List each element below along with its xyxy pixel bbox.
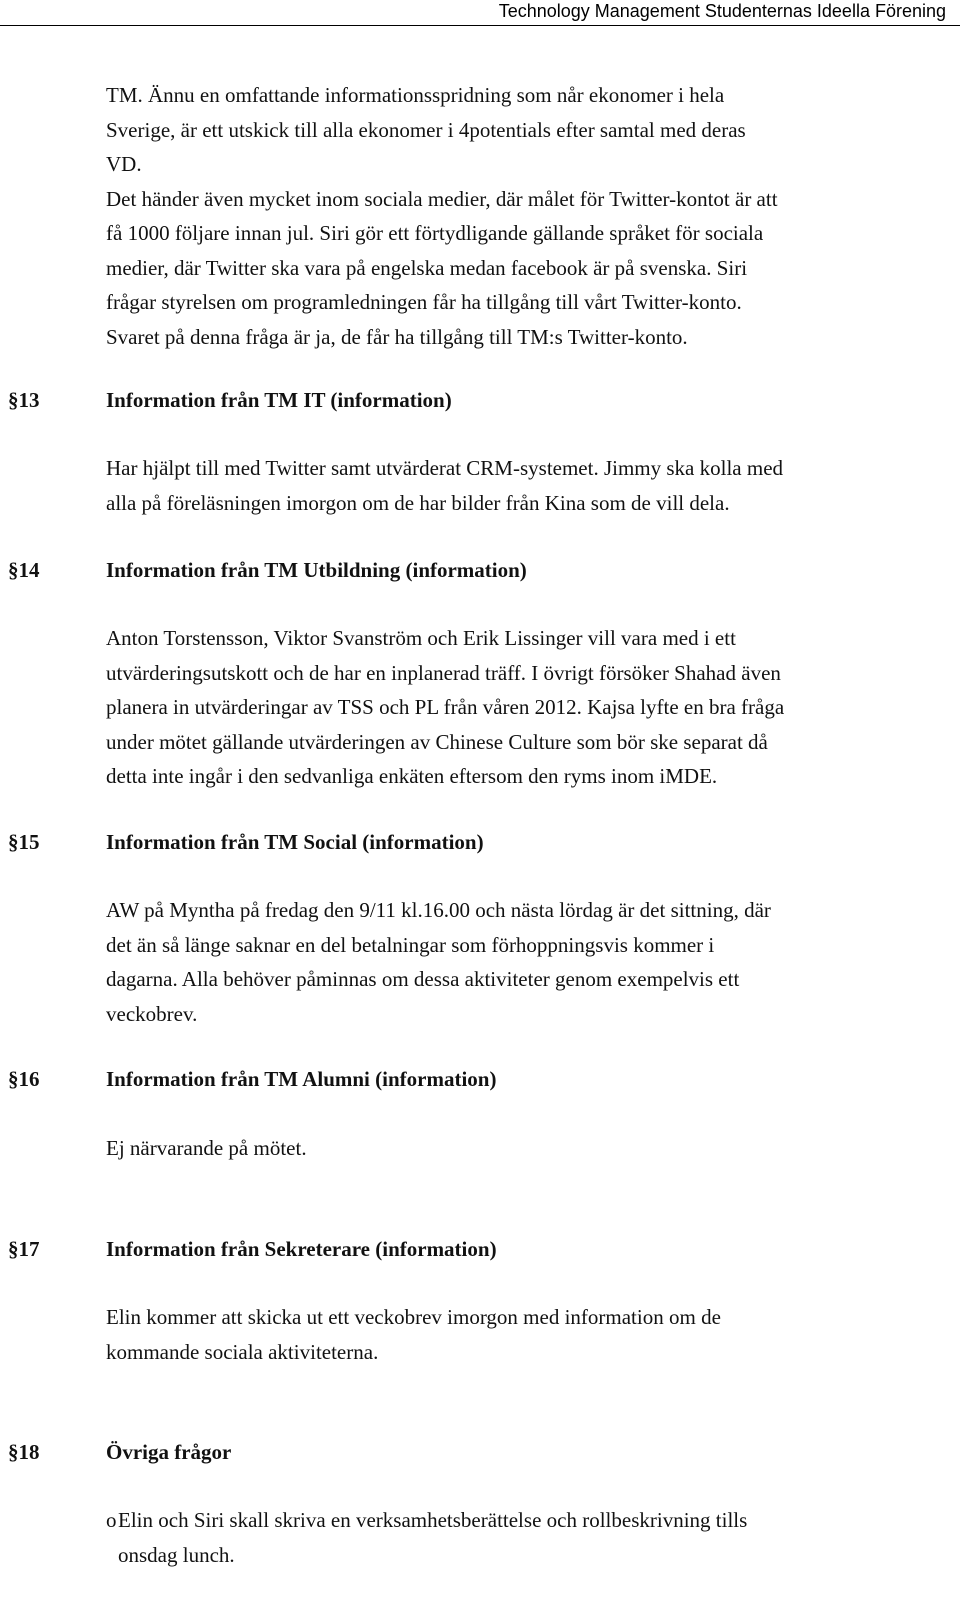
list-item-text (118, 1503, 747, 1572)
section-number: §13 (8, 388, 40, 412)
text-line: Elin och Siri skall skriva en verksamhetsberättelse och rollbeskrivning tills (118, 1508, 748, 1532)
section-number: §18 (8, 1440, 40, 1464)
text-line: veckobrev. (106, 1001, 198, 1026)
section-number: §16 (8, 1067, 40, 1091)
text-line: det än så länge saknar en del betalningar som förhoppningsvis kommer i (106, 932, 715, 957)
text-line: alla på föreläsningen imorgon om de har bilder från Kina som de vill dela. (106, 490, 730, 515)
text-line: Har hjälpt till med Twitter samt utvärderat CRM-systemet. Jimmy ska kolla med (106, 456, 784, 480)
organization-name: Technology Management Studenternas Ideella Förening (498, 1, 946, 21)
text-line: Sverige, är ett utskick till alla ekonomer i 4potentials efter samtal med deras (106, 117, 746, 142)
text-line: utvärderingsutskott och de har en inplanerad träff. I övrigt försöker Shahad även (106, 660, 781, 685)
text-line: planera in utvärderingar av TSS och PL från våren 2012. Kajsa lyfte en bra fråga (106, 695, 785, 719)
section-number: §14 (8, 558, 40, 582)
text-line: få 1000 följare innan jul. Siri gör ett förtydligande gällande språket för sociala (106, 221, 764, 245)
section-17-paragraph (106, 1300, 936, 1369)
text-line: Ej närvarande på mötet. (106, 1136, 307, 1160)
section-number: §15 (8, 830, 40, 854)
section-14-paragraph (106, 621, 936, 794)
section-16-paragraph (106, 1131, 936, 1166)
intro-paragraph (106, 78, 936, 354)
text-line: Anton Torstensson, Viktor Svanström och Erik Lissinger vill vara med i ett (106, 626, 736, 650)
section-15-paragraph (106, 893, 936, 1031)
section-title: Övriga frågor (106, 1440, 232, 1464)
text-line: TM. Ännu en omfattande informationsspridning som når ekonomer i hela (106, 83, 725, 107)
text-line: VD. (106, 152, 142, 176)
section-title: Information från TM Social (information) (106, 830, 484, 854)
text-line: AW på Myntha på fredag den 9/11 kl.16.00 och nästa lördag är det sittning, där (106, 898, 771, 922)
text-line: frågar styrelsen om programledningen får ha tillgång till vårt Twitter-konto. (106, 290, 742, 314)
bullet-marker: o (106, 1508, 117, 1532)
section-number: §17 (8, 1237, 40, 1261)
text-line: Elin kommer att skicka ut ett veckobrev imorgon med information om de (106, 1305, 721, 1329)
section-13-paragraph (106, 451, 936, 520)
text-line: onsdag lunch. (118, 1542, 235, 1567)
text-line: under mötet gällande utvärderingen av Chinese Culture som bör ske separat då (106, 729, 768, 754)
text-line: dagarna. Alla behöver påminnas om dessa aktiviteter genom exempelvis ett (106, 967, 740, 991)
section-title: Information från TM IT (information) (106, 388, 452, 412)
text-line: Det händer även mycket inom sociala medier, där målet för Twitter-kontot är att (106, 186, 778, 211)
text-line: Svaret på denna fråga är ja, de får ha tillgång till TM:s Twitter-konto. (106, 324, 688, 349)
section-title: Information från Sekreterare (information) (106, 1237, 497, 1261)
text-line: kommande sociala aktiviteterna. (106, 1339, 379, 1364)
text-line: detta inte ingår i den sedvanliga enkäten eftersom den ryms inom iMDE. (106, 764, 718, 788)
section-title: Information från TM Alumni (information) (106, 1067, 497, 1091)
text-line: medier, där Twitter ska vara på engelska medan facebook är på svenska. Siri (106, 255, 748, 280)
section-title: Information från TM Utbildning (information) (106, 558, 527, 582)
